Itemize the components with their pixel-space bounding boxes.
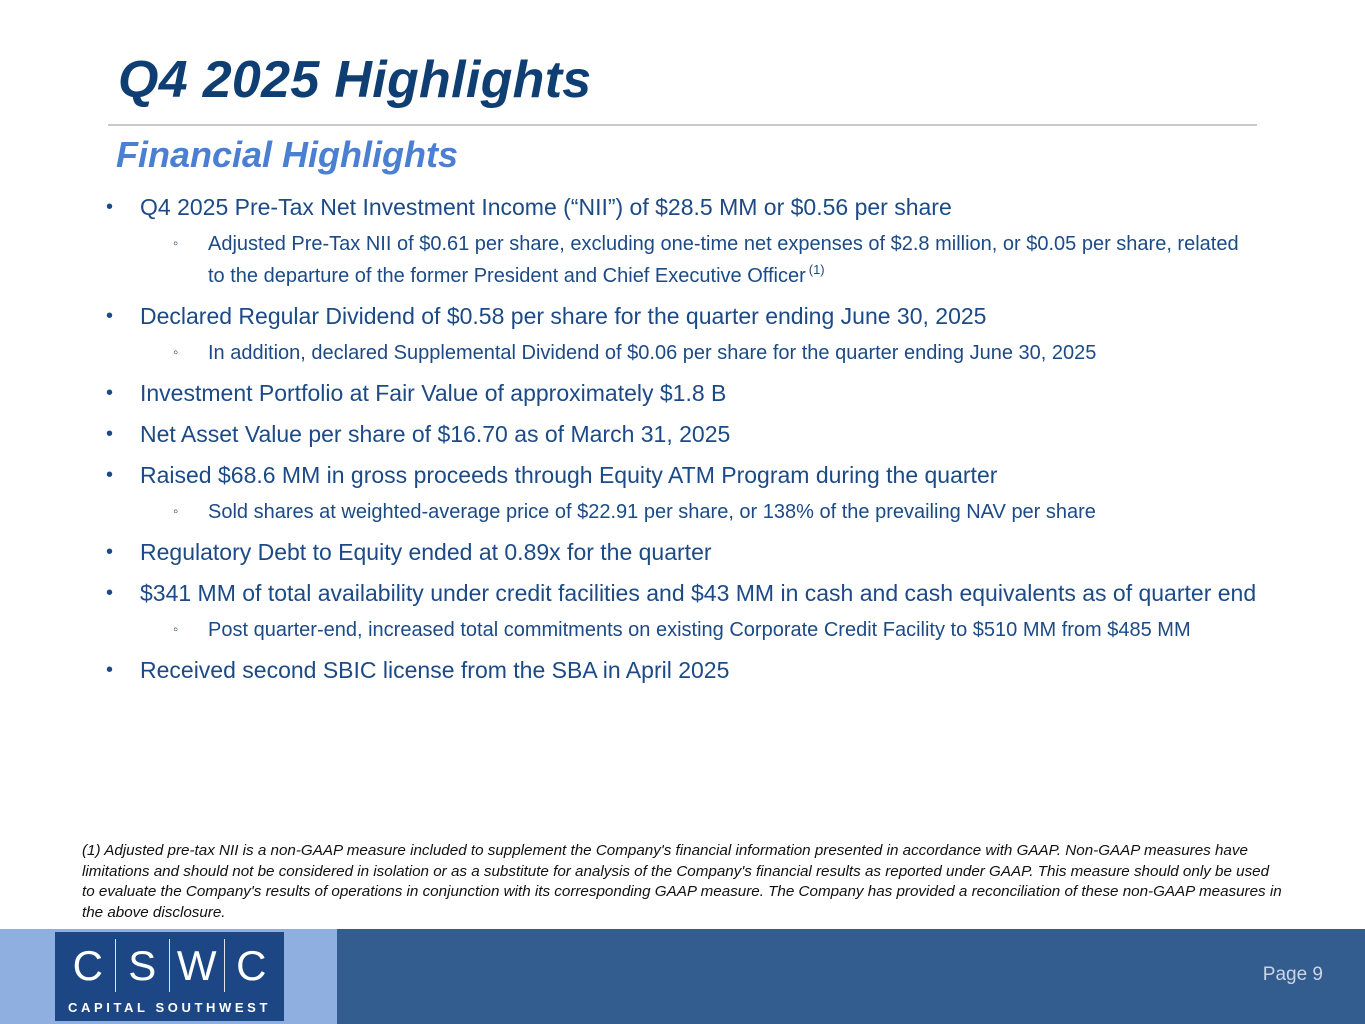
bullet-text: Received second SBIC license from the SBA in April 2025 bbox=[140, 657, 730, 683]
logo-letter: W bbox=[170, 939, 225, 992]
bullet-marker: • bbox=[106, 196, 114, 218]
logo-letter: S bbox=[116, 939, 171, 992]
logo-letter: C bbox=[61, 939, 116, 992]
bullet-text: Raised $68.6 MM in gross proceeds through Equity ATM Program during the quarter bbox=[140, 462, 998, 488]
highlights-list bbox=[103, 192, 1263, 696]
bullet-item bbox=[103, 301, 1263, 331]
bullet-item bbox=[103, 192, 1263, 222]
bullet-text: Q4 2025 Pre-Tax Net Investment Income (“NII”) of $28.5 MM or $0.56 per share bbox=[140, 194, 952, 220]
footnote: (1) Adjusted pre-tax NII is a non-GAAP measure included to supplement the Company's financial information presented in accordance with GAAP. Non-GAAP measures have limitations and should not be considered in isolation or as a substitute for analysis of the Company's financial results as reported under GAAP. This measure should only be used to evaluate the Company's results of operations in conjunction with its corresponding GAAP measure. The Company has provided a reconciliation of these non-GAAP measures in the above disclosure. bbox=[82, 842, 1282, 921]
sub-bullet-text: Post quarter-end, increased total commitments on existing Corporate Credit Facility to $510 MM from $485 MM bbox=[208, 619, 1191, 641]
bullet-item bbox=[103, 419, 1263, 449]
sub-bullet-item bbox=[103, 340, 1263, 366]
bullet-item bbox=[103, 378, 1263, 408]
logo-letters bbox=[61, 939, 278, 992]
company-logo bbox=[55, 932, 284, 1021]
sub-bullet-marker: ◦ bbox=[173, 344, 179, 361]
bullet-marker: • bbox=[106, 382, 114, 404]
sub-bullet-item bbox=[103, 617, 1263, 643]
bullet-text: Investment Portfolio at Fair Value of approximately $1.8 B bbox=[140, 380, 727, 406]
bullet-marker: • bbox=[106, 423, 114, 445]
sub-bullet-marker: ◦ bbox=[173, 503, 179, 520]
bullet-text: $341 MM of total availability under credit facilities and $43 MM in cash and cash equivalents as of quarter end bbox=[140, 580, 1257, 606]
sub-bullet-text: Sold shares at weighted-average price of $22.91 per share, or 138% of the prevailing NAV per share bbox=[208, 501, 1096, 523]
footnote-ref: (1) bbox=[808, 262, 825, 277]
bullet-text: Declared Regular Dividend of $0.58 per share for the quarter ending June 30, 2025 bbox=[140, 303, 987, 329]
title-divider bbox=[108, 124, 1257, 126]
sub-bullet-item bbox=[103, 499, 1263, 525]
bullet-text: Net Asset Value per share of $16.70 as of March 31, 2025 bbox=[140, 421, 731, 447]
bullet-item bbox=[103, 460, 1263, 490]
sub-bullet-marker: ◦ bbox=[173, 621, 179, 638]
bullet-marker: • bbox=[106, 582, 114, 604]
page-title: Q4 2025 Highlights bbox=[118, 51, 592, 109]
page-number: Page 9 bbox=[1262, 964, 1323, 985]
bullet-marker: • bbox=[106, 541, 114, 563]
sub-bullet-text: In addition, declared Supplemental Dividend of $0.06 per share for the quarter ending June 30, 2025 bbox=[208, 342, 1097, 364]
bullet-item bbox=[103, 655, 1263, 685]
logo-tagline: CAPITAL SOUTHWEST bbox=[68, 1000, 271, 1015]
bullet-marker: • bbox=[106, 464, 114, 486]
logo-letter: C bbox=[236, 941, 267, 989]
bullet-item bbox=[103, 537, 1263, 567]
bullet-marker: • bbox=[106, 305, 114, 327]
bullet-item bbox=[103, 578, 1263, 608]
section-subtitle: Financial Highlights bbox=[116, 134, 459, 175]
sub-bullet-item bbox=[103, 231, 1263, 289]
sub-bullet-marker: ◦ bbox=[173, 235, 179, 252]
sub-bullet-text: Adjusted Pre-Tax NII of $0.61 per share, excluding one-time net expenses of $2.8 million, or $0.05 per share, related to the departure of the former President and Chief Executive Officer bbox=[208, 233, 1239, 287]
bullet-marker: • bbox=[106, 659, 114, 681]
bullet-text: Regulatory Debt to Equity ended at 0.89x for the quarter bbox=[140, 539, 712, 565]
